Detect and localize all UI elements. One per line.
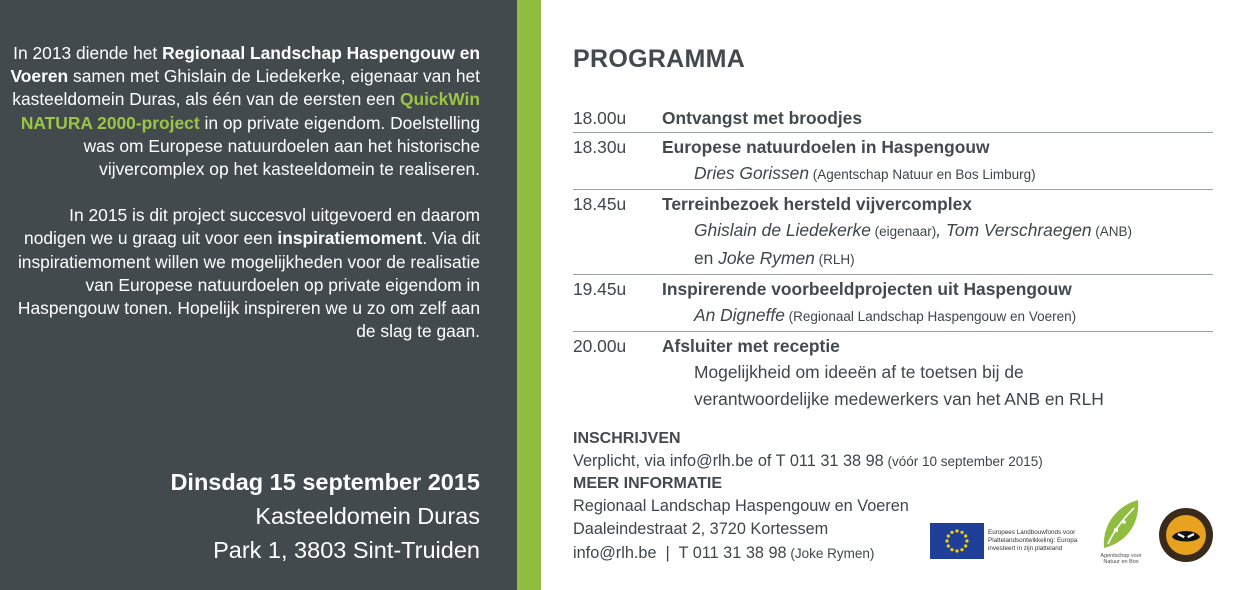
program-item-title: Inspirerende voorbeeldprojecten uit Haspengouw	[662, 279, 1072, 299]
program-item-title: Ontvangst met broodjes	[662, 108, 863, 128]
intro-paragraph-2	[10, 204, 480, 343]
registration-heading: INSCHRIJVEN	[573, 430, 681, 447]
program-item-title: Afsluiter met receptie	[662, 336, 840, 356]
intro-p1-c: samen met Ghislain de Liedekerke, eigenaar van het kasteeldomein Duras, als één van de eersten een	[12, 66, 480, 110]
speaker-org: (ANB)	[1091, 224, 1133, 239]
program-speaker	[573, 245, 1213, 273]
speaker-org: (eigenaar)	[870, 224, 937, 239]
org-address: Daaleindestraat 2, 3720 Kortessem	[573, 520, 829, 539]
program-description: Mogelijkheid om ideeën af te toetsen bij de	[694, 362, 1024, 382]
program-item	[573, 274, 1213, 331]
intro-p1-org: Regionaal Landschap Haspengouw en Voeren	[10, 43, 480, 87]
speaker-name: Tom Verschraegen	[945, 220, 1092, 240]
program-description: verantwoordelijke medewerkers van het ANB en RLH	[694, 389, 1104, 409]
speaker-org: (Agentschap Natuur en Bos Limburg)	[809, 167, 1036, 182]
program-time: 20.00u	[573, 336, 627, 356]
intro-p1-project: QuickWin NATURA 2000-project	[20, 89, 480, 133]
event-date: Dinsdag 15 september 2015	[170, 469, 480, 495]
program-time: 18.00u	[573, 108, 627, 128]
speaker-conjunction: en	[694, 248, 719, 268]
intro-p1-a: In 2013 diende het	[13, 43, 163, 63]
speaker-separator: ,	[936, 220, 946, 240]
program-item	[573, 331, 1213, 414]
program-speaker	[573, 217, 1213, 245]
program-list	[573, 104, 1213, 414]
program-item	[573, 104, 1213, 132]
intro-paragraph-1	[10, 42, 480, 181]
green-stripe	[517, 0, 541, 590]
program-speaker	[573, 160, 1213, 188]
event-details	[170, 465, 480, 567]
program-time: 18.30u	[573, 137, 627, 157]
program-item	[573, 189, 1213, 274]
intro-p2-highlight: inspiratiemoment	[277, 228, 423, 249]
natuur-en-bos-label: Agentschap voor Natuur en Bos	[1100, 553, 1142, 565]
intro-text	[10, 42, 480, 366]
registration-text	[573, 450, 1113, 473]
org-name: Regionaal Landschap Haspengouw en Voeren	[573, 497, 909, 516]
registration-contact: Verplicht, via info@rlh.be of T 011 31 38 98	[573, 452, 884, 470]
intro-p1-e: in op private eigendom. Doelstelling was om Europese natuurdoelen aan het historische vijvercomplex op het kasteeldomein te realiseren.	[83, 112, 480, 180]
more-info-heading: MEER INFORMATIE	[573, 475, 723, 493]
event-address: Park 1, 3803 Sint-Truiden	[213, 537, 480, 563]
speaker-org: (Regionaal Landschap Haspengouw en Voeren)	[784, 309, 1077, 324]
contact-line: info@rlh.be | T 011 31 38 98	[573, 543, 787, 562]
contact-person: (Joke Rymen)	[786, 545, 875, 561]
speaker-name: Joke Rymen	[718, 248, 815, 268]
eu-logo-text: Europees Landbouwfonds voor Plattelandsontwikkeling: Europa investeert in zijn platteland	[988, 529, 1078, 552]
program-time: 18.45u	[573, 194, 627, 214]
speaker-name: Ghislain de Liedekerke	[694, 220, 871, 240]
program-item-title: Europese natuurdoelen in Haspengouw	[662, 137, 990, 157]
program-title: PROGRAMMA	[573, 45, 746, 73]
eu-flag-icon	[930, 523, 984, 559]
intro-p2-c: . Via dit inspiratiemoment willen we mogelijkheden voor de realisatie van Europese natuurdoelen op private eigendom in Haspengouw tonen. Hopelijk inspireren we u zo om zelf aan de slag te gaan.	[17, 228, 480, 342]
program-item	[573, 132, 1213, 189]
event-venue: Kasteeldomein Duras	[255, 503, 480, 529]
speaker-name: An Digneffe	[694, 305, 785, 325]
intro-p2-a: In 2015 is dit project succesvol uitgevoerd en daarom nodigen we u graag uit voor een	[24, 205, 480, 249]
left-panel	[0, 0, 517, 590]
program-speaker	[573, 302, 1213, 330]
program-time: 19.45u	[573, 279, 627, 299]
program-item-title: Terreinbezoek hersteld vijvercomplex	[662, 194, 972, 214]
speaker-org: (RLH)	[814, 252, 855, 267]
registration-deadline: (vóór 10 september 2015)	[883, 454, 1043, 469]
eu-logo	[930, 522, 1088, 560]
rlh-badge-icon	[1158, 507, 1214, 563]
speaker-name: Dries Gorissen	[694, 163, 810, 183]
